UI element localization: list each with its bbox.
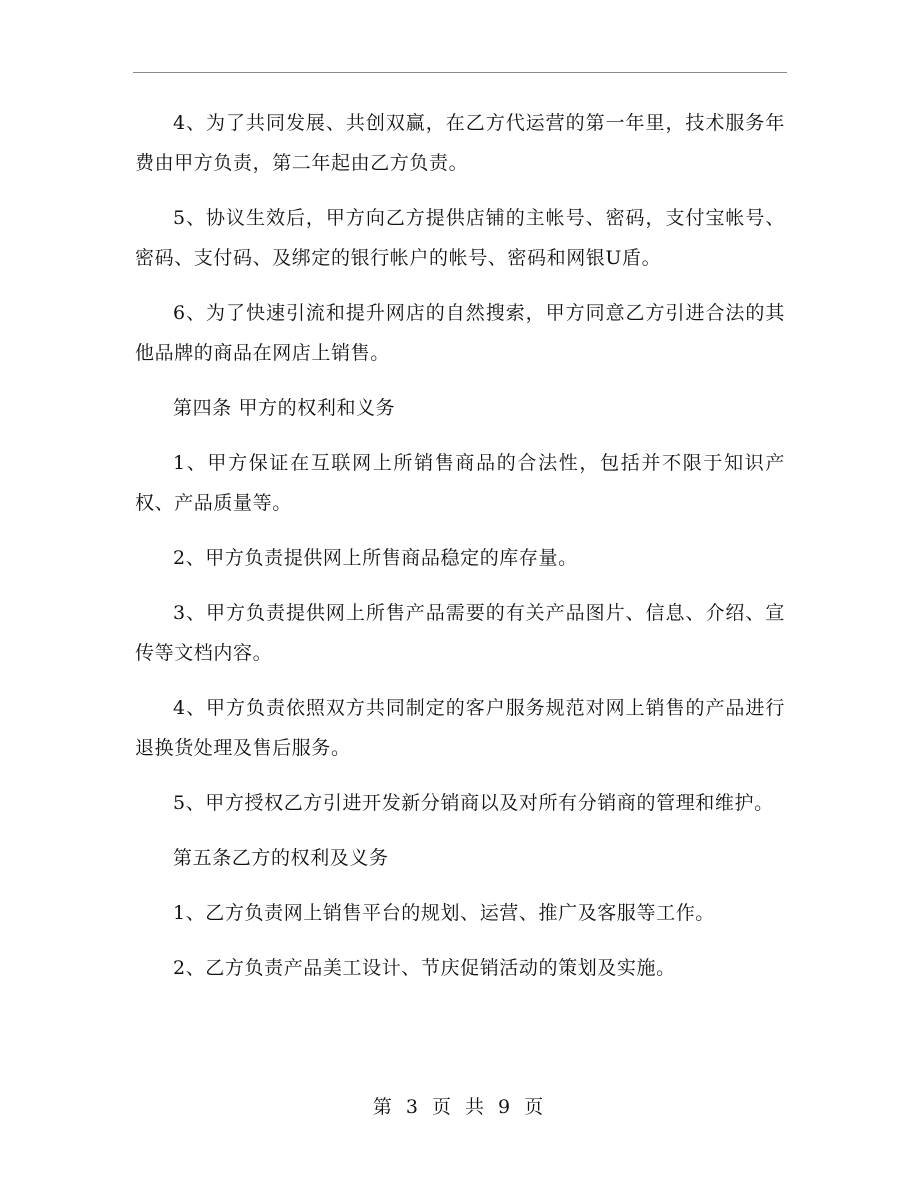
paragraph-clause-4-4: 4、甲方负责依照双方共同制定的客户服务规范对网上销售的产品进行退换货处理及售后服务。 bbox=[135, 697, 785, 759]
paragraph-clause-5-1: 1、乙方负责网上销售平台的规划、运营、推广及客服等工作。 bbox=[173, 902, 715, 924]
paragraph-clause-3-5: 5、协议生效后，甲方向乙方提供店铺的主帐号、密码，支付宝帐号、密码、支付码、及绑定的银行帐户的帐号、密码和网银U盾。 bbox=[135, 207, 785, 269]
paragraph-clause-3-4: 4、为了共同发展、共创双赢，在乙方代运营的第一年里，技术服务年费由甲方负责，第二年起由乙方负责。 bbox=[135, 112, 785, 174]
paragraph-clause-3-6: 6、为了快速引流和提升网店的自然搜索，甲方同意乙方引进合法的其他品牌的商品在网店上销售。 bbox=[135, 302, 785, 364]
header-rule bbox=[133, 72, 787, 73]
paragraph-clause-4-3: 3、甲方负责提供网上所售产品需要的有关产品图片、信息、介绍、宣传等文档内容。 bbox=[135, 602, 785, 664]
section-heading-article-4: 第四条 甲方的权利和义务 bbox=[173, 397, 396, 419]
document-body bbox=[135, 103, 785, 988]
paragraph-clause-4-2: 2、甲方负责提供网上所售商品稳定的库存量。 bbox=[173, 547, 578, 569]
page-number-footer: 第 3 页 共 9 页 bbox=[372, 1096, 548, 1118]
paragraph-clause-4-1: 1、甲方保证在互联网上所销售商品的合法性，包括并不限于知识产权、产品质量等。 bbox=[135, 452, 785, 514]
section-heading-article-5: 第五条乙方的权利及义务 bbox=[173, 847, 389, 869]
paragraph-clause-5-2: 2、乙方负责产品美工设计、节庆促销活动的策划及实施。 bbox=[173, 957, 676, 979]
paragraph-clause-4-5: 5、甲方授权乙方引进开发新分销商以及对所有分销商的管理和维护。 bbox=[173, 792, 774, 814]
